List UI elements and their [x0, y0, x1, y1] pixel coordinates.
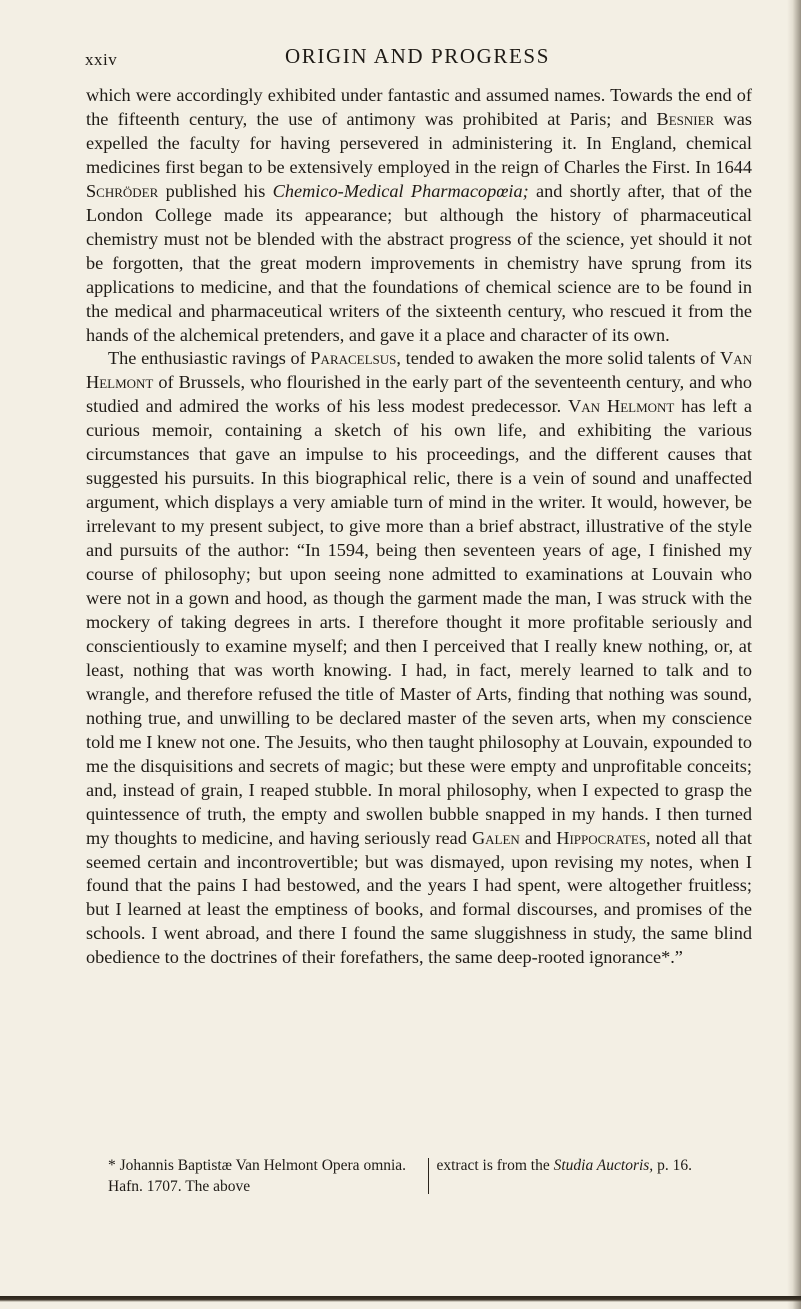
text-run: and	[519, 827, 557, 848]
page-number: xxiv	[85, 50, 118, 69]
footnote-left-column: * Johannis Baptistæ Van Helmont Opera omnia. Hafn. 1707. The above	[108, 1157, 407, 1195]
paragraph	[86, 347, 752, 970]
text-run: which were accordingly exhibited under fantastic and assumed names. Towards the end of the fifteenth century, the use of antimony was prohibited at Paris; and	[86, 85, 752, 129]
name-hippocrates: Hippocrates	[556, 827, 647, 848]
footnote	[108, 1155, 748, 1197]
text-run: , noted all that seemed certain and incontrovertible; but was dismayed, upon revising my notes, when I found that the pains I had bestowed, and the years I had spent, were altogether fruitless; but I learned at least the emptiness of books, and formal discourses, and promises of the schools. I went abroad, and there I found the same sluggishness in study, the same blind obedience to the doctrines of their forefathers, the same deep-rooted ignorance*.”	[86, 827, 752, 968]
bottom-edge-rule	[0, 1296, 801, 1302]
name-van-helmont: Van Helmont	[86, 348, 752, 393]
name-besnier: Besnier	[656, 108, 715, 129]
name-galen: Galen	[471, 827, 520, 848]
book-title-pharmacopoeia: Chemico-Medical Pharmacopœia;	[272, 180, 529, 201]
footnote-right-column	[429, 1155, 749, 1197]
binding-edge-shadow	[787, 0, 801, 1309]
text-run: and shortly after, that of the London College made its appearance; but although the history of pharmaceutical chemistry must not be blended with the abstract progress of the science, yet should it not be forgotten, that the great modern improvements in chemistry have sprung from its applications to medicine, and that the foundations of chemical science are to be found in the medical and pharmaceutical writers of the sixteenth century, who rescued it from the hands of the alchemical pretenders, and gave it a place and character of its own.	[86, 180, 753, 345]
text-run: , tended to awaken the more solid talents of	[396, 348, 721, 369]
name-paracelsus: Paracelsus	[310, 348, 397, 369]
text-run: has left a curious memoir, containing a sketch of his own life, and exhibiting the various circumstances that gave an impulse to his proceedings, and the different causes that suggested his pursuits. In this biographical relic, there is a vein of sound and unaffected argument, which displays a very amiable turn of mind in the writer. It would, however, be irrelevant to my present subject, to give more than a brief abstract, illustrative of the style and pursuits of the author: “In 1594, being then seventeen years of age, I finished my course of philosophy; but upon seeing none admitted to examinations at Louvain who were not in a gown and hood, as though the garment made the man, I was struck with the mockery of taking degrees in arts. I therefore thought it more profitable seriously and conscientiously to examine myself; and then I perceived that I really knew nothing, or, at least, nothing that was worth knowing. I had, in fact, merely learned to talk and to wrangle, and therefore refused the title of Master of Arts, finding that nothing was sound, nothing true, and unwilling to be declared master of the seven arts, when my conscience told me I knew not one. The Jesuits, who then taught philosophy at Louvain, expounded to me the disquisitions and secrets of magic; but these were empty and unprofitable conceits; and, instead of grain, I reaped stubble. In moral philosophy, when I expected to grasp the quintessence of truth, the empty and swollen bubble snapped in my hands. I then turned my thoughts to medicine, and having seriously read	[86, 396, 752, 848]
text-run: published his	[158, 180, 273, 201]
running-head	[85, 44, 750, 74]
text-run: was expelled the faculty for having persevered in administering it. In England, chemical medicines first began to be extensively employed in the reign of Charles the First. In 1644	[86, 108, 752, 177]
footnote-text: extract is from the	[436, 1157, 554, 1174]
name-schroder: Schröder	[86, 180, 159, 201]
name-van-helmont: Van Helmont	[568, 396, 675, 417]
running-head-title: ORIGIN AND PROGRESS	[285, 44, 550, 68]
text-run: The enthusiastic ravings of	[108, 348, 311, 369]
footnote-page-ref: p. 16.	[653, 1157, 692, 1174]
footnote-work-title: Studia Auctoris,	[553, 1157, 654, 1174]
body-text	[86, 84, 752, 970]
paragraph	[86, 84, 752, 347]
text-run: of Brussels, who flourished in the early part of the seventeenth century, and who studied and admired the works of his less modest predecessor.	[86, 372, 752, 417]
